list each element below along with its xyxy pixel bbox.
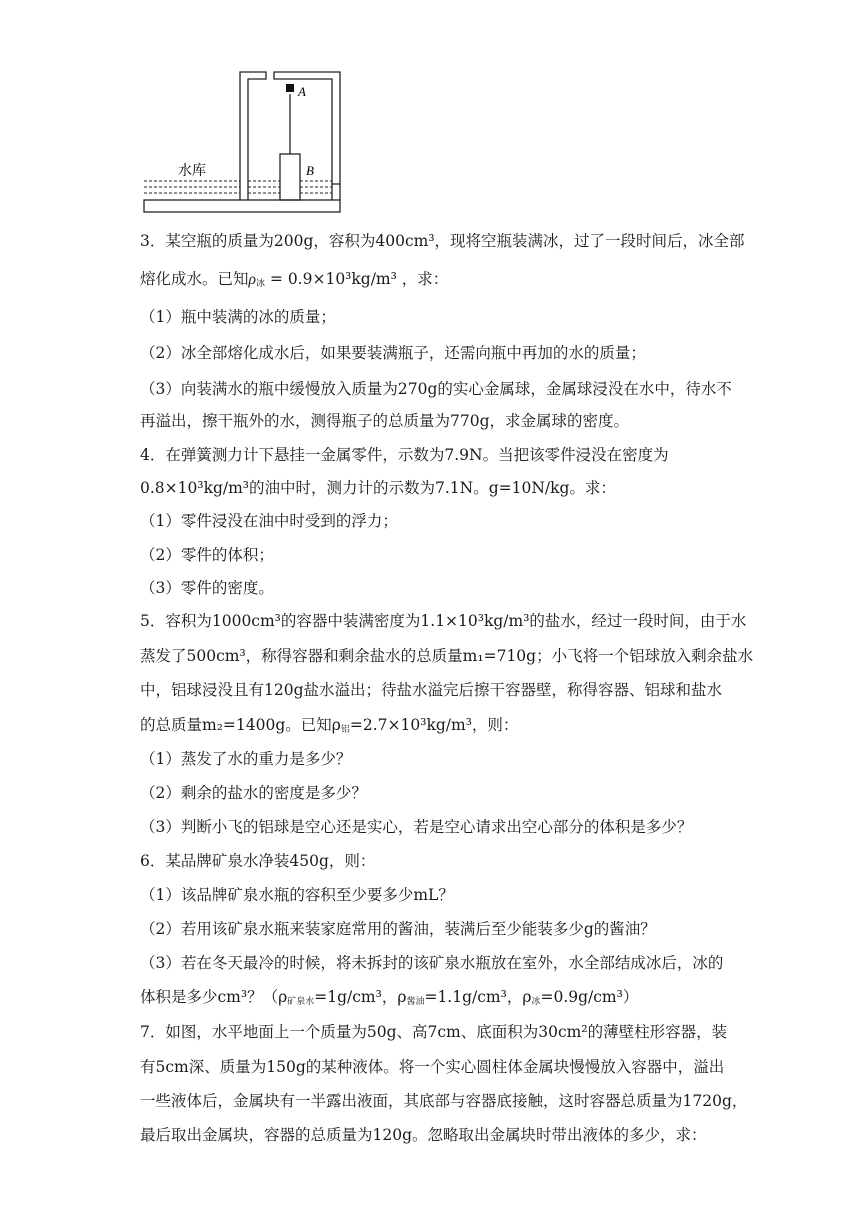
q5-stem-line3: 中，铝球浸没且有120g盐水溢出；待盐水溢完后擦干容器壁，称得容器、铝球和盐水 — [140, 681, 723, 699]
q6-part2: （2）若用该矿泉水瓶来装家庭常用的酱油，装满后至少能装多少g的酱油？ — [140, 920, 656, 938]
q3-part3-line2: 再溢出，擦干瓶外的水，测得瓶子的总质量为770g，求金属球的密度。 — [140, 412, 630, 430]
q3-part3-line1: （3）向装满水的瓶中缓慢放入质量为270g的实心金属球，金属球浸没在水中，待水不 — [140, 380, 732, 398]
q5-part1: （1）蒸发了水的重力是多少？ — [140, 750, 352, 768]
q4-part3: （3）零件的密度。 — [140, 579, 274, 597]
q4-part1: （1）零件浸没在油中时受到的浮力； — [140, 512, 398, 530]
q5-stem-line4: 的总质量m₂=1400g。已知$\rho_铝=2.7\times 10^3kg/m^3$，则： — [140, 716, 519, 735]
q7-stem-line4: 最后取出金属块，容器的总质量为120g。忽略取出金属块时带出液体的多少，求： — [140, 1126, 707, 1144]
q3-part1: （1）瓶中装满的冰的质量； — [140, 308, 336, 326]
q5-stem-line2: 蒸发了500cm³，称得容器和剩余盐水的总质量m₁=710g；小飞将一个铝球放入剩余盐水 — [140, 647, 754, 665]
q6-part3-line2: 体积是多少cm³？（$\rho_{矿泉水}=1g$/cm³，$\rho_{酱油}=1.1g$/cm³，$\rho_冰=0.9g/cm^3$） — [140, 988, 639, 1007]
q7-stem-line2: 有5cm深、质量为150g的某种液体。将一个实心圆柱体金属块慢慢放入容器中，溢出 — [140, 1058, 725, 1076]
q6-part3-line1: （3）若在冬天最冷的时候，将未拆封的该矿泉水瓶放在室外，水全部结成冰后，冰的 — [140, 954, 724, 972]
q6-part1: （1）该品牌矿泉水瓶的容积至少要多少mL？ — [140, 886, 454, 904]
q7-stem-line3: 一些液体后，金属块有一半露出液面，其底部与容器底接触，这时容器总质量为1720g， — [140, 1092, 748, 1110]
q5-part3: （3）判断小飞的铝球是空心还是实心，若是空心请求出空心部分的体积是多少？ — [140, 818, 693, 836]
q6-stem: 6．某品牌矿泉水净装450g，则： — [140, 852, 376, 870]
label-reservoir: 水库 — [178, 163, 206, 179]
label-b: B — [306, 163, 314, 178]
q5-part2: （2）剩余的盐水的密度是多少？ — [140, 784, 367, 802]
rho-symbol: ρ — [248, 271, 256, 288]
block-a — [286, 84, 294, 92]
label-a: A — [298, 84, 306, 99]
q5-stem-line1: 5．容积为1000cm³的容器中装满密度为1.1×10³kg/m³的盐水，经过一段时间，由于水 — [140, 612, 747, 630]
q3-part2: （2）冰全部熔化成水后，如果要装满瓶子，还需向瓶中再加的水的质量； — [140, 344, 646, 362]
q4-stem-line2: 0.8×10³kg/m³的油中时，测力计的示数为7.1N。g=10N/kg。求： — [140, 479, 616, 497]
reservoir-diagram — [140, 66, 350, 218]
q4-stem-line1: 4．在弹簧测力计下悬挂一金属零件，示数为7.9N。当把该零件浸没在密度为 — [140, 446, 669, 464]
q4-part2: （2）零件的体积； — [140, 546, 274, 564]
q3-stem-line2: 熔化成水。已知$\rho_冰 = 0.9\times 10^3kg/m^3$ ，求： — [140, 270, 449, 289]
q7-stem-line1: 7．如图，水平地面上一个质量为50g、高7cm、底面积为30cm²的薄壁柱形容器，装 — [140, 1023, 728, 1041]
q3-stem-line1: 3．某空瓶的质量为200g，容积为400cm³，现将空瓶装满冰，过了一段时间后，冰全部 — [140, 232, 745, 250]
